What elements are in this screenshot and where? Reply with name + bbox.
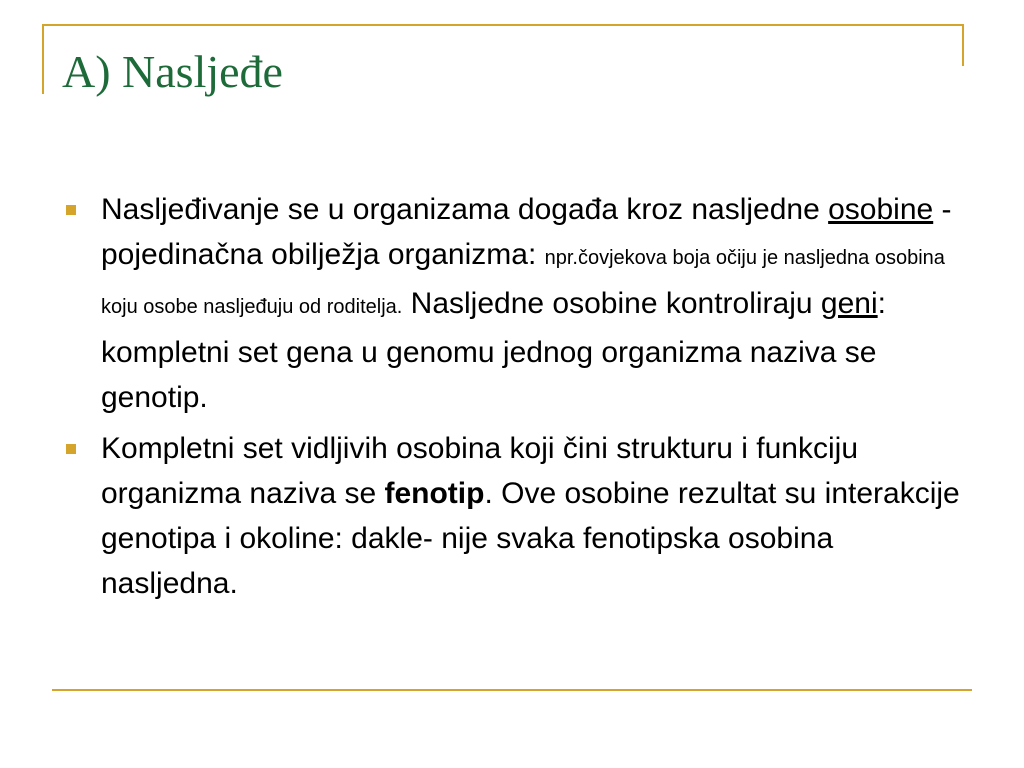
slide-title: A) Nasljeđe (62, 46, 283, 97)
term-fenotip: fenotip (384, 477, 485, 510)
bullet-item-phenotype (62, 426, 962, 606)
frame-left-line (42, 24, 44, 94)
bullet-text (101, 432, 960, 600)
square-bullet-icon (66, 444, 76, 454)
text-run: . Ove osobine rezultat su interakcije genotipa i okoline: dakle- nije svaka fenotipska osobina nasljedna. (101, 477, 960, 600)
example-note: npr.čovjekova boja očiju je nasljedna osobina koju osobe nasljeđuju od roditelja. (101, 247, 945, 318)
text-run: Nasljedne osobine kontroliraju (402, 287, 821, 320)
frame-right-line (962, 24, 964, 66)
slide-body (62, 187, 962, 612)
text-run: - pojedinačna obilježja organizma: (101, 193, 952, 271)
term-geni: geni (820, 287, 878, 320)
text-run: : kompletni set gena u genomu jednog organizma naziva se genotip. (101, 287, 886, 414)
square-bullet-icon (66, 205, 76, 215)
term-osobine: osobine (828, 193, 934, 226)
bullet-item-inheritance (62, 187, 962, 420)
frame-bottom-line (52, 689, 972, 691)
bullet-text (101, 193, 952, 414)
text-run: Kompletni set vidljivih osobina koji čini strukturu i funkciju organizma naziva se (101, 432, 859, 510)
text-run: Nasljeđivanje se u organizama događa kroz nasljedne (101, 193, 829, 226)
frame-top-line (42, 24, 964, 26)
